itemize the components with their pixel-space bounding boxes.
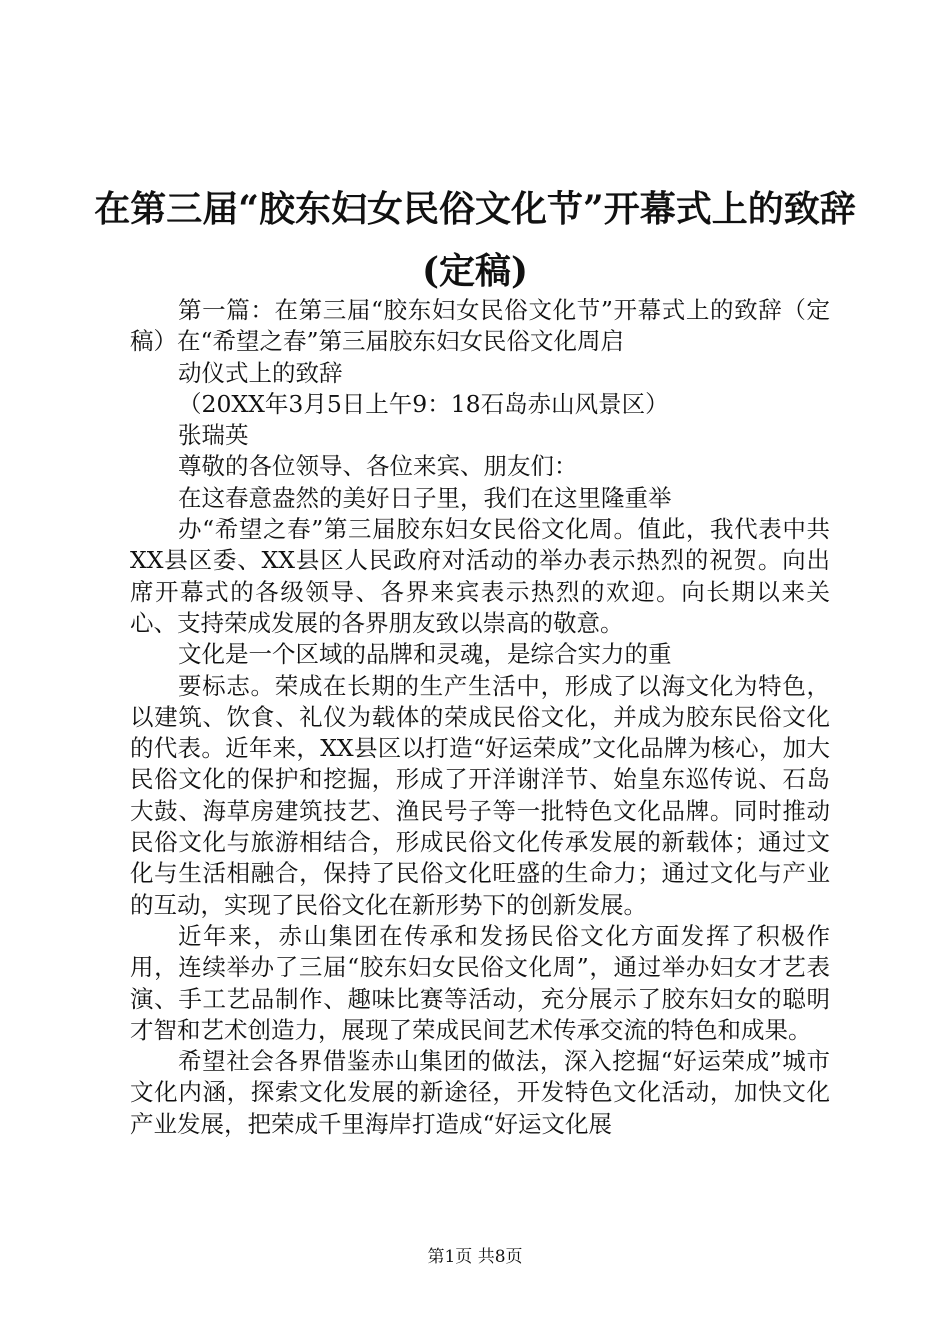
paragraph: 第一篇：在第三届“胶东妇女民俗文化节”开幕式上的致辞（定稿）在“希望之春”第三届胶东妇女民俗文化周启 — [130, 296, 830, 356]
paragraph: 希望社会各界借鉴赤山集团的做法，深入挖掘“好运荣成”城市文化内涵，探索文化发展的新途径，开发特色文化活动，加快文化产业发展，把荣成千里海岸打造成“好运文化展 — [130, 1047, 830, 1138]
paragraph: （20XX年3月5日上午9：18石岛赤山风景区） — [178, 389, 669, 418]
paragraph: 动仪式上的致辞 — [178, 358, 343, 387]
paragraph: 尊敬的各位领导、各位来宾、朋友们： — [178, 452, 578, 481]
page-title: 在第三届“胶东妇女民俗文化节”开幕式上的致辞(定稿) — [94, 188, 856, 292]
document-body — [130, 295, 830, 1140]
paragraph: 在这春意盎然的美好日子里，我们在这里隆重举 — [178, 483, 672, 512]
paragraph: 近年来，赤山集团在传承和发扬民俗文化方面发挥了积极作用，连续举办了三届“胶东妇女民俗文化周”，通过举办妇女才艺表演、手工艺品制作、趣味比赛等活动，充分展示了胶东妇女的聪明才智和艺术创造力，展现了荣成民间艺术传承交流的特色和成果。 — [130, 921, 830, 1044]
paragraph: 文化是一个区域的品牌和灵魂，是综合实力的重 — [178, 640, 672, 669]
paragraph: 张瑞英 — [178, 421, 249, 450]
paragraph: 办“希望之春”第三届胶东妇女民俗文化周。值此，我代表中共XX县区委、XX县区人民政府对活动的举办表示热烈的祝贺。向出席开幕式的各级领导、各界来宾表示热烈的欢迎。向长期以来关心、支持荣成发展的各界朋友致以崇高的敬意。 — [130, 515, 830, 637]
page-number-footer: 第1页 共8页 — [427, 1247, 523, 1267]
paragraph: 要标志。荣成在长期的生产生活中，形成了以海文化为特色，以建筑、饮食、礼仪为载体的荣成民俗文化，并成为胶东民俗文化的代表。近年来，XX县区以打造“好运荣成”文化品牌为核心，加大民俗文化的保护和挖掘，形成了开洋谢洋节、始皇东巡传说、石岛大鼓、海草房建筑技艺、渔民号子等一批特色文化品牌。同时推动民俗文化与旅游相结合，形成民俗文化传承发展的新载体；通过文化与生活相融合，保持了民俗文化旺盛的生命力；通过文化与产业的互动，实现了民俗文化在新形势下的创新发展。 — [130, 671, 830, 919]
